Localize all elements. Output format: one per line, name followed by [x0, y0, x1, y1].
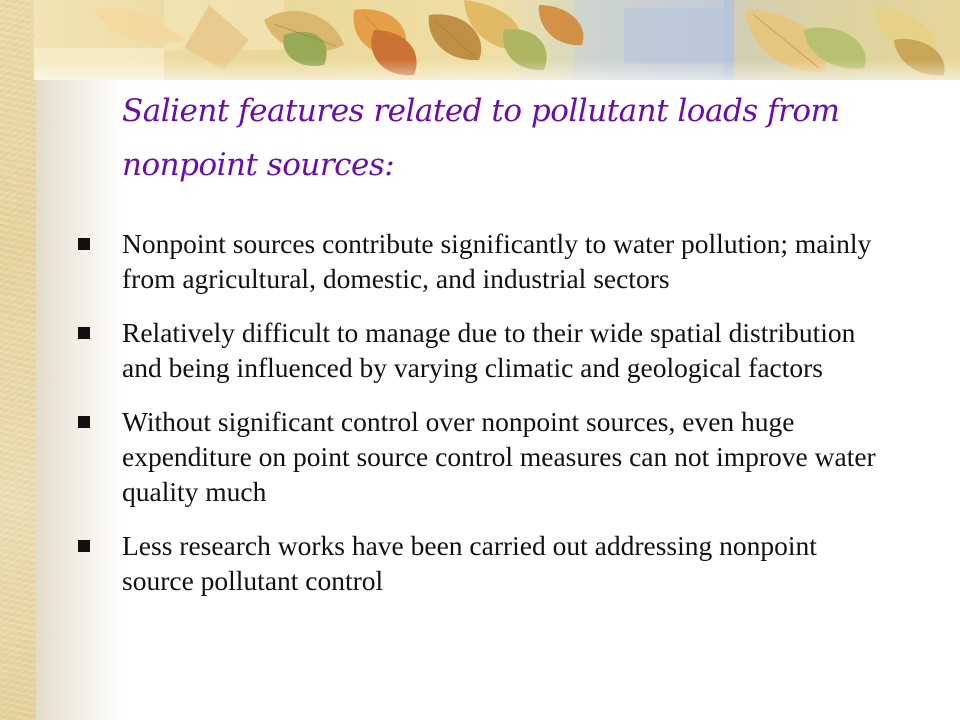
- bullet-text: Nonpoint sources contribute significantly to water pollution; mainly from agricultural, domestic, and industrial sectors: [122, 228, 872, 294]
- bullet-item: [74, 528, 894, 598]
- square-bullet-icon: [78, 416, 90, 428]
- autumn-leaves-banner-image: [34, 0, 960, 80]
- slide-title: Salient features related to pollutant loads from nonpoint sources:: [122, 93, 840, 183]
- bullet-text: Less research works have been carried out addressing nonpoint source pollutant control: [122, 530, 817, 596]
- bullet-item: [74, 226, 894, 296]
- bullet-item: [74, 315, 894, 385]
- bullet-text: Relatively difficult to manage due to their wide spatial distribution and being influenced by varying climatic and geological factors: [122, 317, 856, 383]
- bullet-item: [74, 404, 894, 509]
- bullet-list: [74, 226, 894, 617]
- bullet-text: Without significant control over nonpoint sources, even huge expenditure on point source control measures can not improve water quality much: [122, 406, 876, 507]
- decorative-parchment-strip: [0, 0, 36, 720]
- square-bullet-icon: [78, 238, 90, 250]
- square-bullet-icon: [78, 327, 90, 339]
- square-bullet-icon: [78, 540, 90, 552]
